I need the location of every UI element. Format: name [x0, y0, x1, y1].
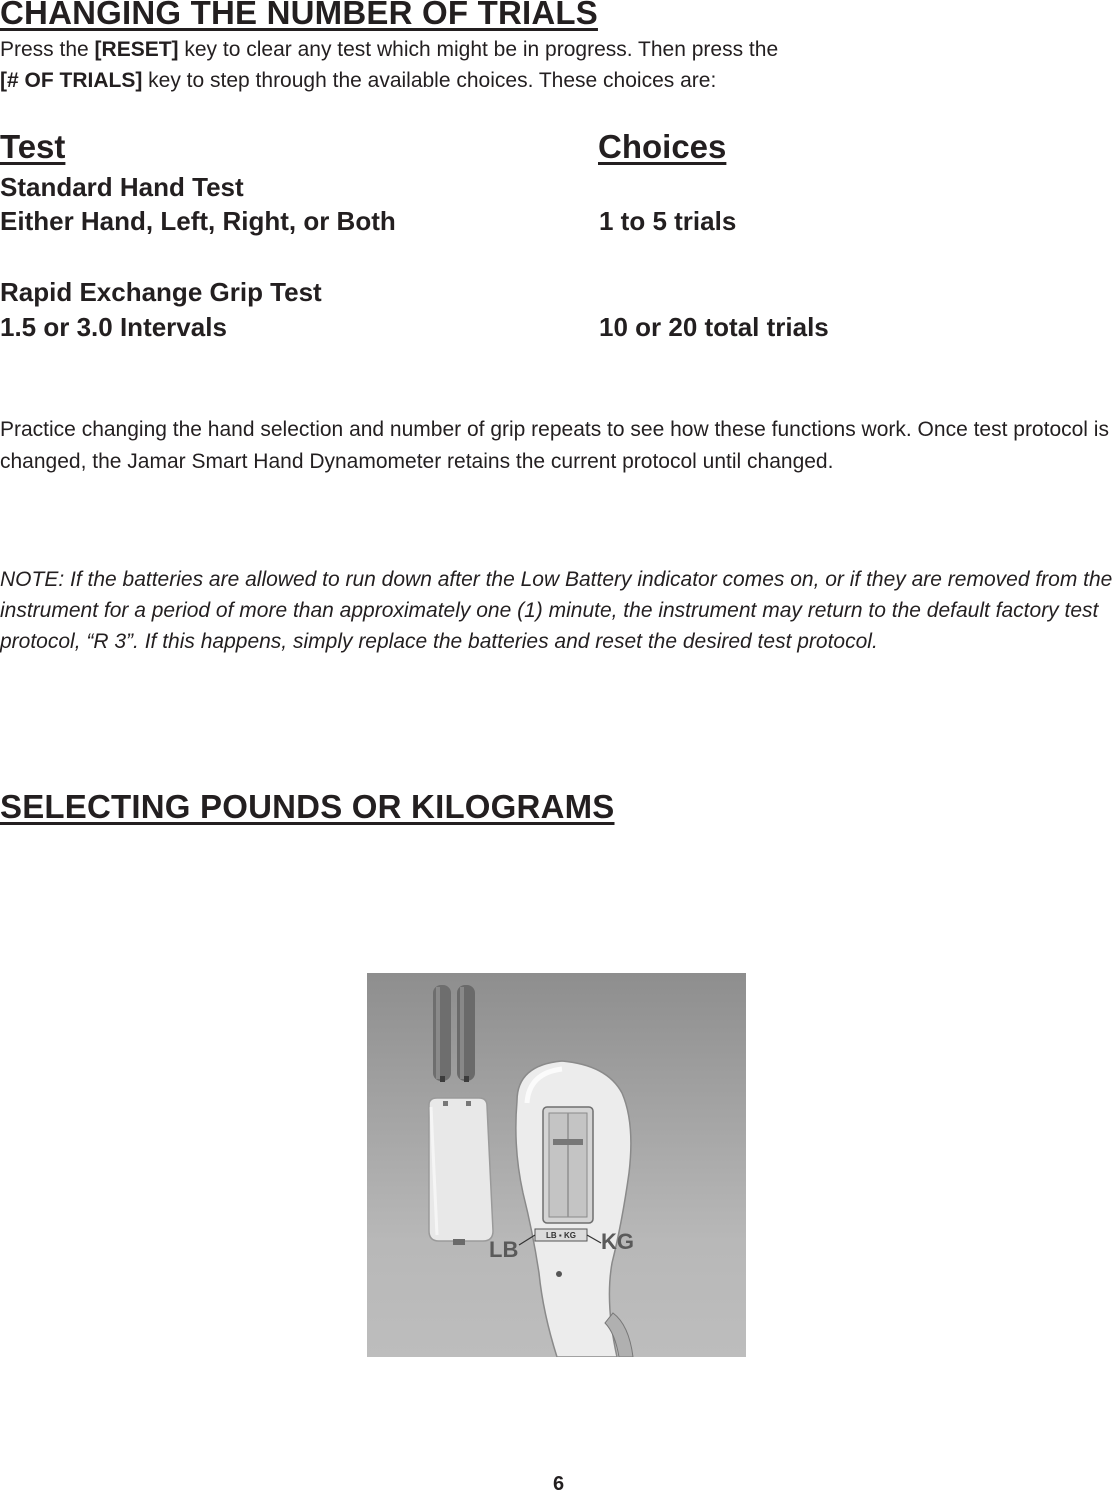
dynamometer-handle-icon [516, 1061, 633, 1357]
section-heading-trials: CHANGING THE NUMBER OF TRIALS [0, 0, 598, 31]
unit-switch-text: LB ▪ KG [546, 1231, 576, 1240]
page-number: 6 [553, 1473, 565, 1495]
table-row-test: Standard Hand Test [0, 172, 244, 202]
intro-line-1 [0, 34, 778, 66]
intro-line-2-post: key to step through the available choices. These choices are: [142, 69, 717, 92]
kg-label: KG [601, 1229, 634, 1254]
battery-cover-icon [429, 1098, 493, 1245]
dynamometer-photo [367, 973, 746, 1357]
dynamometer-illustration [367, 973, 746, 1357]
table-row-test: 1.5 or 3.0 Intervals [0, 312, 227, 342]
table-header-test: Test [0, 128, 66, 165]
battery-note: NOTE: If the batteries are allowed to run down after the Low Battery indicator comes on, or if they are removed from the instrument for a period of more than approximately one (1) minute, the instrument may return to the default factory test protocol, “R 3”. If this happens, simply replace the batteries and reset the desired test protocol. [0, 568, 1113, 653]
trials-key-label: [# OF TRIALS] [0, 69, 143, 92]
table-header-choices: Choices [598, 128, 727, 165]
intro-line-1-pre: Press the [0, 38, 95, 61]
battery-icon [433, 985, 475, 1082]
table-row-choice: 10 or 20 total trials [599, 312, 829, 342]
intro-line-1-post: key to clear any test which might be in progress. Then press the [178, 38, 779, 61]
section-heading-units: SELECTING POUNDS OR KILOGRAMS [0, 788, 615, 825]
table-row-test: Rapid Exchange Grip Test [0, 277, 322, 307]
lb-label: LB [489, 1237, 519, 1262]
reset-key-label: [RESET] [94, 38, 179, 61]
practice-paragraph: Practice changing the hand selection and number of grip repeats to see how these functions work. Once test protocol is changed, the Jamar Smart Hand Dynamometer retains the current protocol until changed. [0, 418, 1109, 473]
intro-line-2 [0, 65, 716, 97]
table-row-test: Either Hand, Left, Right, or Both [0, 206, 396, 236]
table-row-choice: 1 to 5 trials [599, 206, 737, 236]
